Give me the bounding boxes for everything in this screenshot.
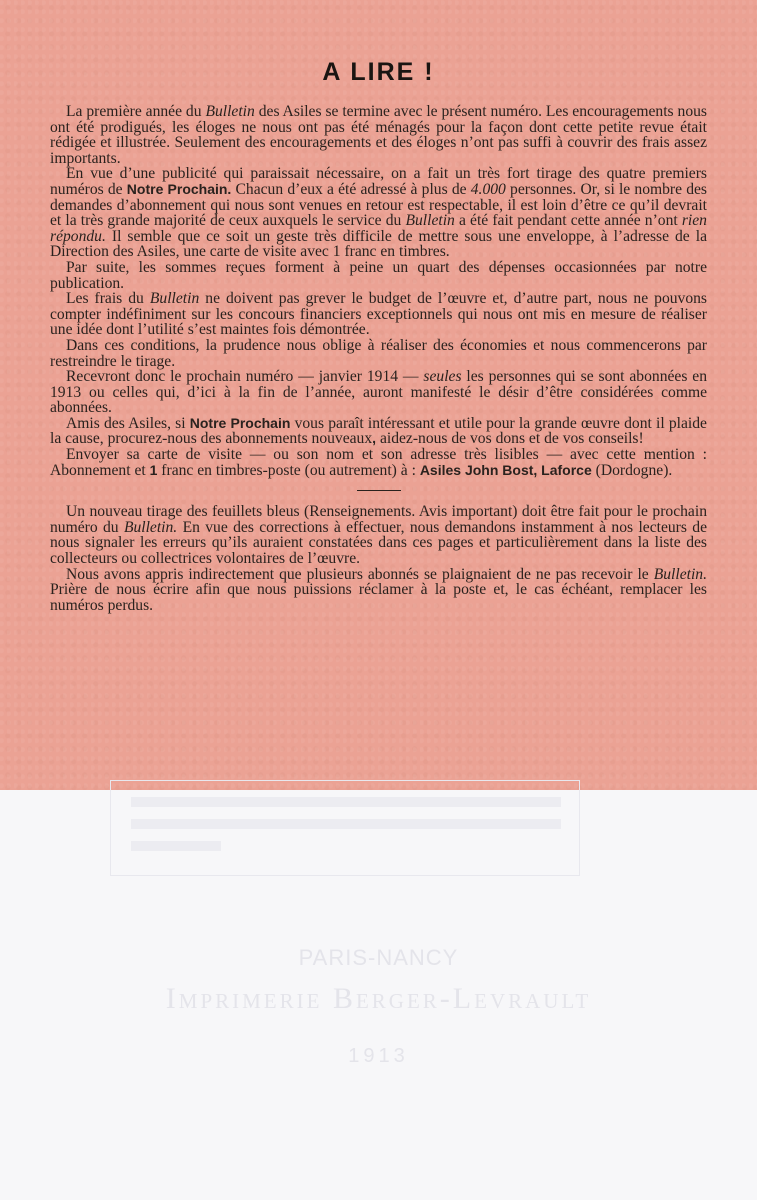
- text-run: les personnes qui se sont abonnées en 1913 ou celles qui, d’ici à la fin de l’année, auront manifesté le désir d’être considérées comme abonnées.: [50, 368, 707, 417]
- imprint-city: PARIS-NANCY: [298, 945, 459, 970]
- bold-run: Notre Prochain: [189, 414, 291, 431]
- paragraph: [50, 104, 707, 166]
- notice-notes: [50, 504, 707, 613]
- text-run: En vue des corrections à effectuer, nous demandons instamment à nos lecteurs de nous signaler les erreurs qu’ils auraient constatées dans ces pages et particulièrement dans la liste des collecteurs ou collectrices volontaires de l’œuvre.: [50, 518, 707, 568]
- italic-run: Bulletin: [149, 290, 200, 308]
- paragraph: [50, 291, 707, 338]
- bleed-through-line: [131, 819, 561, 829]
- text-run: Les frais du: [66, 290, 150, 308]
- bold-run: Asiles John Bost, Laforce: [419, 461, 592, 478]
- text-run: des Asiles se termine avec le présent numéro. Les encouragements nous ont été prodigués, les éloges ne nous ont pas été ménagés pour la façon dont cette petite revue était rédigée et illustrée. Seulement des encouragements et des éloges n’ont pas suffi à couvrir des frais assez importants.: [50, 103, 707, 167]
- text-run: Il semble que ce soit un geste très difficile de mettre sous une enveloppe, à l’adresse de la Direction des Asiles, une carte de visite avec 1 franc en timbres.: [50, 227, 707, 261]
- imprint-year: 1913: [348, 1045, 409, 1067]
- text-run: Envoyer sa carte de visite — ou son nom et son adresse très lisibles — avec cette mention : Abonnement et: [50, 446, 707, 479]
- notice-body: [50, 104, 707, 613]
- bleed-through-line: [131, 841, 221, 851]
- italic-run: Bulletin: [205, 103, 255, 120]
- bold-run: Notre Prochain.: [126, 180, 232, 197]
- text-run: aidez-nous de vos dons et de vos conseils!: [376, 430, 644, 448]
- italic-run: rien répondu.: [50, 212, 707, 245]
- text-run: En vue d’une publicité qui paraissait nécessaire, on a fait un très fort tirage des quatre premiers numéros de: [50, 165, 707, 198]
- text-run: Dans ces conditions, la prudence nous oblige à réaliser des économies et nous commencerons par restreindre le tirage.: [50, 336, 707, 370]
- text-run: Chacun d’eux a été adressé à plus de: [231, 180, 471, 198]
- paragraph: [50, 369, 707, 416]
- paragraph: [50, 338, 707, 369]
- text-run: franc en timbres-poste (ou autrement) à :: [157, 461, 420, 479]
- text-run: Par suite, les sommes reçues forment à peine un quart des dépenses occasionnées par notre publication.: [50, 258, 707, 292]
- text-run: personnes. Or, si le nombre des demandes d’abonnement qui nous sont venues en retour est respectable, il est loin d’être ce qu’il devrait et la très grande majorité de ceux auxquels le service du: [50, 180, 708, 230]
- text-run: Nous avons appris indirectement que plusieurs abonnés se plaignaient de ne pas recevoir le: [66, 565, 654, 583]
- paragraph: [50, 504, 707, 566]
- italic-run: Bulletin.: [653, 565, 707, 583]
- bold-run: 1: [149, 461, 158, 478]
- paragraph: [50, 447, 707, 478]
- text-run: Un nouveau tirage des feuillets bleus (Renseignements. Avis important) doit être fait pour le prochain numéro du: [50, 503, 707, 536]
- text-run: Amis des Asiles, si: [66, 414, 190, 432]
- imprint-printer: Imprimerie Berger-Levrault: [165, 982, 592, 1015]
- notice-paragraphs: [50, 104, 707, 478]
- italic-run: seules: [423, 368, 462, 386]
- text-run: Prière de nous écrire afin que nous puissions réclamer à la poste et, le cas échéant, remplacer les numéros perdus.: [50, 581, 707, 614]
- paragraph: [50, 260, 707, 291]
- paragraph: [50, 416, 707, 447]
- text-run: ne doivent pas grever le budget de l’œuvre et, d’autre part, nous ne pouvons compter indéfiniment sur les concours financiers exceptionnels qui nous ont mis en mesure de réaliser une idée dont l’utilité s’est maintes fois démontrée.: [50, 290, 707, 339]
- text-run: a été fait pendant cette année n’ont: [454, 212, 682, 230]
- italic-run: 4.000: [470, 180, 506, 198]
- text-run: (Dordogne).: [591, 461, 673, 479]
- text-run: vous paraît intéressant et utile pour la grande œuvre dont il plaide la cause, procurez-nous des abonnements nouveaux: [50, 414, 707, 448]
- notice-title: A LIRE !: [322, 58, 435, 86]
- italic-run: Bulletin: [405, 212, 455, 230]
- paragraph: [50, 166, 707, 260]
- text-run: Recevront donc le prochain numéro — janvier 1914 —: [66, 368, 424, 386]
- text-run: La première année du: [66, 103, 206, 120]
- italic-run: Bulletin.: [123, 518, 178, 536]
- bleed-through-line: [131, 797, 561, 807]
- paragraph: [50, 567, 707, 614]
- section-divider: [357, 490, 401, 491]
- bold-run: ,: [372, 430, 377, 447]
- bleed-through-contents-box: [110, 780, 580, 876]
